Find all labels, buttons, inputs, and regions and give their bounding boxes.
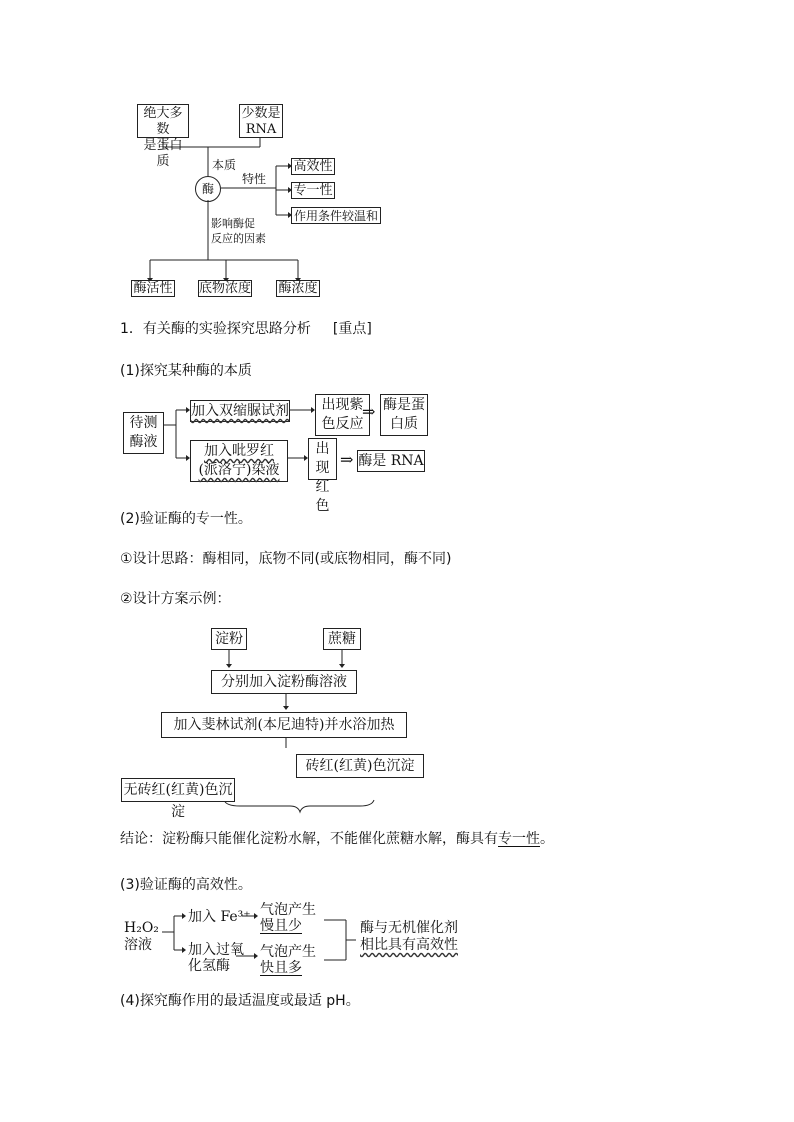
sub3-result1-line1: 气泡产生 xyxy=(260,902,316,918)
sub3-result2-line2: 快且多 xyxy=(260,960,302,976)
property-specificity: 专一性 xyxy=(291,182,335,199)
sub1-reagent1-box xyxy=(190,400,290,422)
essence-rna-box xyxy=(239,104,283,138)
sub2-step2: 加入斐林试剂(本尼迪特)并水浴加热 xyxy=(173,717,395,733)
sub3-branch2 xyxy=(188,942,244,974)
sub2-scheme: ②设计方案示例： xyxy=(120,591,231,607)
sub1-result1-line2: 色反应 xyxy=(321,416,364,432)
sub3-sample-line1: H₂O₂ xyxy=(124,920,159,936)
sub2-result-pos-box xyxy=(296,754,424,778)
label-factors-line2: 反应的因素 xyxy=(211,232,266,245)
sub2-conclusion-suffix: 。 xyxy=(540,831,554,847)
label-factors xyxy=(211,216,266,246)
sub3-branch1: 加入 Fe³⁺ xyxy=(188,909,251,925)
sub2-step2-box xyxy=(161,712,407,738)
section-1-title: 有关酶的实验探究思路分析 xyxy=(142,321,311,337)
sub1-sample-line2: 酶液 xyxy=(129,434,158,450)
sub1-sample-line1: 待测 xyxy=(129,415,158,431)
property-high-efficiency: 高效性 xyxy=(291,158,335,175)
factor-enzyme-activity: 酶活性 xyxy=(131,280,175,297)
sub1-conclusion1-box xyxy=(380,394,428,436)
sub2-title: (2)验证酶的专一性。 xyxy=(120,511,252,527)
section-1-tag: [重点] xyxy=(332,321,372,337)
sub3-result2-line1: 气泡产生 xyxy=(260,944,316,960)
sub3-branch2-line1: 加入过氧 xyxy=(188,942,244,958)
sub3-sample xyxy=(124,920,159,954)
sub2-result-pos: 砖红(红黄)色沉淀 xyxy=(305,758,415,774)
enzyme-center-label: 酶 xyxy=(201,182,214,196)
sub2-starch-box xyxy=(211,628,247,650)
sub1-reagent2-line2: (派洛宁)染液 xyxy=(198,462,280,478)
sub3-result1 xyxy=(260,902,316,934)
sub1-implies-1: ⇒ xyxy=(362,402,376,421)
sub3-result2 xyxy=(260,944,316,976)
factor-substrate-concentration: 底物浓度 xyxy=(199,281,252,296)
sub1-conclusion2: 酶是 RNA xyxy=(358,453,424,469)
sub1-title: (1)探究某种酶的本质 xyxy=(120,363,252,379)
sub2-step1-box xyxy=(211,670,357,694)
sub3-conclusion-line2: 相比具有高效性 xyxy=(360,937,458,953)
property-mild-conditions: 作用条件较温和 xyxy=(291,207,381,224)
label-essence: 本质 xyxy=(212,158,237,172)
sub3-conclusion xyxy=(360,920,458,954)
sub3-result1-line2: 慢且少 xyxy=(260,918,302,934)
section-1-number: 1． xyxy=(120,321,143,337)
sub1-reagent2-line1: 加入吡罗红 xyxy=(204,443,274,459)
sub3-conclusion-line1: 酶与无机催化剂 xyxy=(360,920,458,936)
sub1-implies-2: ⇒ xyxy=(340,450,354,469)
section-1-heading xyxy=(120,318,372,338)
sub2-sucrose-box xyxy=(323,628,361,650)
sub2-conclusion xyxy=(120,828,554,848)
sub2-conclusion-key: 专一性 xyxy=(498,831,540,847)
sub2-conclusion-prefix: 结论：淀粉酶只能催化淀粉水解，不能催化蔗糖水解，酶具有 xyxy=(120,831,498,847)
label-property: 特性 xyxy=(242,172,267,186)
sub2-result-neg-box xyxy=(121,778,235,820)
essence-protein-box xyxy=(137,104,189,169)
sub2-result-neg: 无砖红(红黄)色沉淀 xyxy=(123,782,233,820)
sub1-sample-box xyxy=(123,412,164,454)
sub1-conclusion2-box xyxy=(357,450,425,472)
sub1-reagent2-box xyxy=(190,440,288,482)
sub2-sucrose: 蔗糖 xyxy=(328,631,356,647)
essence-rna-line2: RNA xyxy=(245,122,277,137)
essence-rna-line1: 少数是 xyxy=(241,106,281,121)
sub1-result1-line1: 出现紫 xyxy=(321,397,364,413)
essence-protein-line1: 绝大多数 xyxy=(143,106,183,137)
sub3-title: (3)验证酶的高效性。 xyxy=(120,877,252,893)
sub3-sample-line2: 溶液 xyxy=(124,937,152,953)
sub2-starch: 淀粉 xyxy=(215,631,243,647)
sub1-reagent1: 加入双缩脲试剂 xyxy=(191,403,289,419)
sub2-step1: 分别加入淀粉酶溶液 xyxy=(221,674,347,690)
factor-enzyme-concentration: 酶浓度 xyxy=(276,280,320,297)
sub4-title: (4)探究酶作用的最适温度或最适 pH。 xyxy=(120,993,360,1009)
sub1-result2-line1: 出现 xyxy=(315,441,330,476)
sub1-conclusion1-line2: 白质 xyxy=(390,416,418,432)
sub3-branch2-line2: 化氢酶 xyxy=(188,958,230,974)
essence-protein-line2: 是蛋白质 xyxy=(143,138,183,169)
sub1-result2-box xyxy=(308,438,337,514)
sub1-conclusion1-line1: 酶是蛋 xyxy=(383,397,425,413)
sub1-result2-line2: 红色 xyxy=(315,479,330,514)
sub2-idea: ①设计思路：酶相同，底物不同(或底物相同，酶不同) xyxy=(120,551,452,567)
enzyme-center xyxy=(195,176,221,202)
label-factors-line1: 影响酶促 xyxy=(211,217,255,230)
